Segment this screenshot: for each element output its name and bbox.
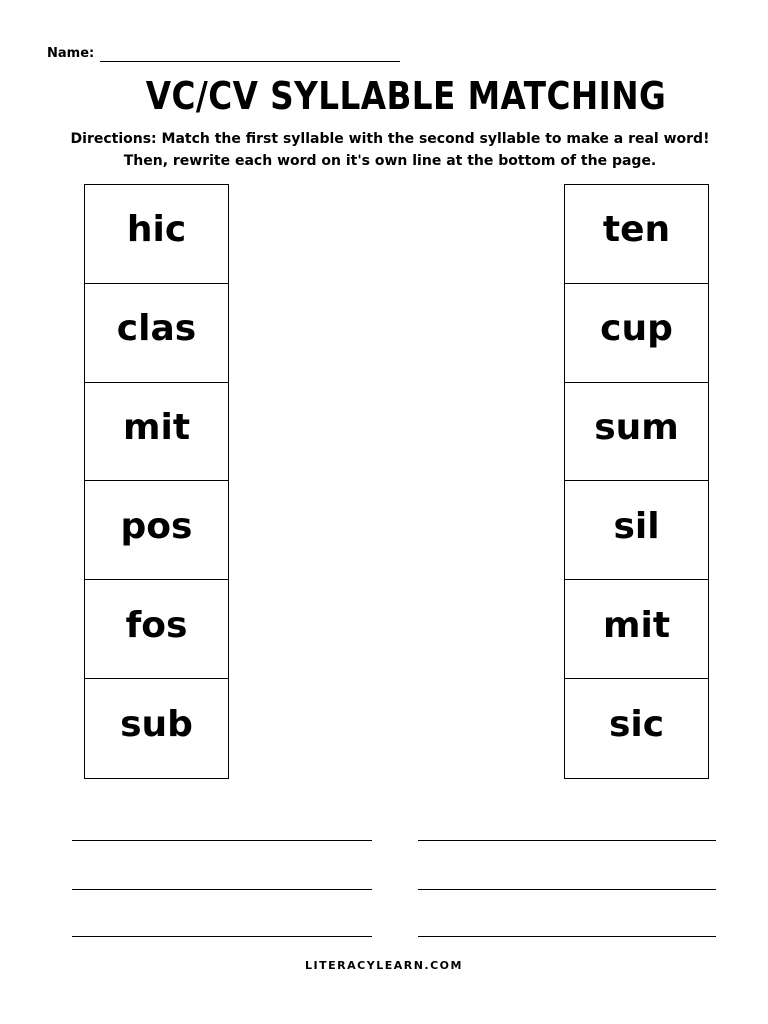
second-syllable-cell: ten [565,185,708,284]
first-syllable-cell: fos [85,580,228,679]
first-syllable-cell: clas [85,284,228,383]
first-syllable-cell: hic [85,185,228,284]
answer-line[interactable] [72,889,372,890]
name-label: Name: [47,46,95,61]
directions-text: Directions: Match the first syllable with the second syllable to make a real word! Then, rewrite each word on it's own line at the bottom of the page. [70,131,710,169]
page-title: VC/CV SYLLABLE MATCHING [145,74,667,118]
name-row [47,46,400,62]
answer-line[interactable] [418,840,716,841]
answer-line[interactable] [418,889,716,890]
first-syllable-cell: mit [85,383,228,482]
second-syllable-cell: sum [565,383,708,482]
answer-line[interactable] [72,936,372,937]
first-syllable-cell: pos [85,481,228,580]
footer-site-name: LITERACYLEARN.COM [305,959,463,972]
second-syllable-cell: cup [565,284,708,383]
second-syllable-cell: sic [608,703,665,745]
first-syllable-cell: sub [120,703,193,745]
second-syllable-cell: mit [565,580,708,679]
second-syllable-cell: sil [565,481,708,580]
answer-line[interactable] [418,936,716,937]
second-syllable-column [564,184,709,779]
first-syllable-column [84,184,229,779]
answer-line[interactable] [72,840,372,841]
name-write-line[interactable] [100,47,400,62]
